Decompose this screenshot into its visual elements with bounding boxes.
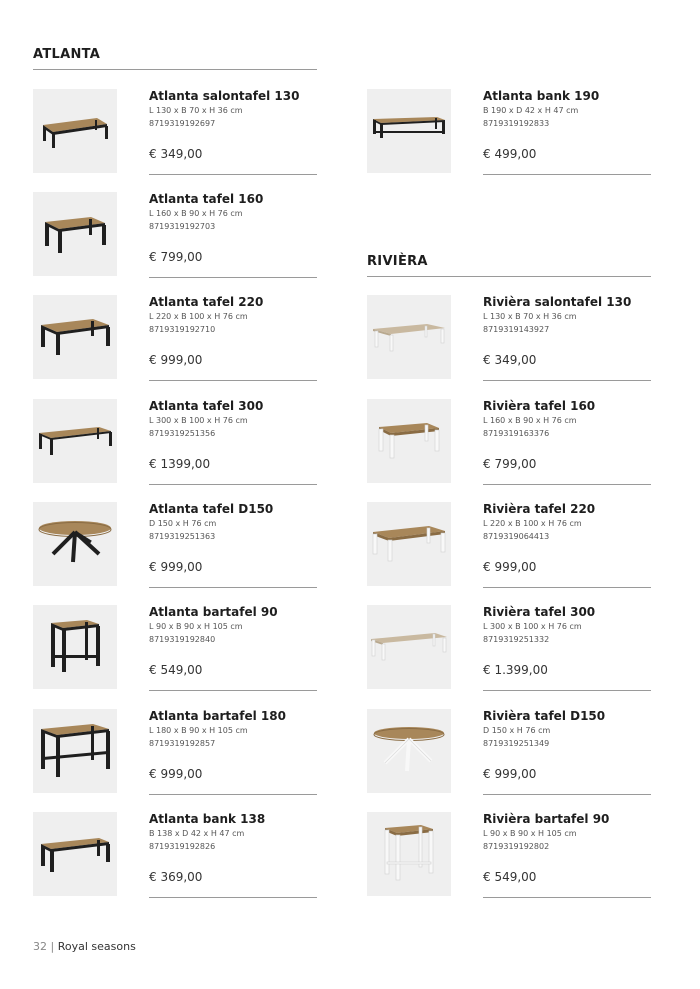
product-image[interactable] [33,192,117,276]
product-dimensions: L 160 x B 90 x H 76 cm [483,416,577,425]
product-dimensions: L 300 x B 100 x H 76 cm [483,622,582,631]
product-name: Atlanta bank 190 [483,89,600,103]
product-dimensions: D 150 x H 76 cm [483,726,551,735]
page-number: 32 [33,940,47,953]
product-price: € 999,00 [149,560,203,574]
product-price: € 799,00 [149,250,203,264]
brand-name: Royal seasons [57,940,136,953]
item-divider [483,897,651,898]
product-dimensions: L 220 x B 100 x H 76 cm [483,519,582,528]
product-image[interactable] [367,502,451,586]
product-name: Atlanta bartafel 90 [149,605,278,619]
product-dimensions: L 160 x B 90 x H 76 cm [149,209,243,218]
product-price: € 999,00 [149,767,203,781]
item-divider [149,897,317,898]
item-divider [483,380,651,381]
product-riviera-tafel-160[interactable] [367,399,651,483]
product-atlanta-bartafel-180[interactable] [33,709,317,793]
product-ean: 8719319064413 [483,532,550,541]
product-price: € 999,00 [149,353,203,367]
product-name: Atlanta salontafel 130 [149,89,300,103]
product-ean: 8719319251363 [149,532,216,541]
item-divider [483,484,651,485]
product-ean: 8719319251349 [483,739,550,748]
product-ean: 8719319143927 [483,325,550,334]
white-table-icon [367,502,451,586]
product-ean: 8719319192840 [149,635,216,644]
item-divider [149,794,317,795]
product-image[interactable] [367,812,451,896]
product-name: Atlanta tafel D150 [149,502,274,516]
product-ean: 8719319192703 [149,222,216,231]
item-divider [483,174,651,175]
white-low-table-icon [367,295,451,379]
item-divider [483,794,651,795]
product-riviera-tafel-300[interactable] [367,605,651,689]
product-image[interactable] [367,295,451,379]
product-ean: 8719319163376 [483,429,550,438]
product-atlanta-bartafel-90[interactable] [33,605,317,689]
product-atlanta-tafel-300[interactable] [33,399,317,483]
product-name: Rivièra salontafel 130 [483,295,632,309]
section-rule-atlanta [33,69,317,70]
product-price: € 349,00 [483,353,537,367]
product-image[interactable] [33,812,117,896]
product-atlanta-bank-190[interactable] [367,89,651,173]
product-riviera-bartafel-90[interactable] [367,812,651,896]
item-divider [149,690,317,691]
product-dimensions: B 190 x D 42 x H 47 cm [483,106,579,115]
item-divider [149,587,317,588]
product-name: Atlanta tafel 220 [149,295,264,309]
product-dimensions: L 90 x B 90 x H 105 cm [483,829,577,838]
product-image[interactable] [367,605,451,689]
product-image[interactable] [33,709,117,793]
white-round-table-icon [367,709,451,793]
dark-long-table-icon [33,399,117,483]
dark-bar-table-icon [33,709,117,793]
product-riviera-salontafel-130[interactable] [367,295,651,379]
product-name: Atlanta tafel 300 [149,399,264,413]
product-price: € 549,00 [483,870,537,884]
product-image[interactable] [33,295,117,379]
product-name: Atlanta bartafel 180 [149,709,286,723]
product-price: € 549,00 [149,663,203,677]
item-divider [149,174,317,175]
product-price: € 1399,00 [149,457,211,471]
product-ean: 8719319192697 [149,119,216,128]
dark-bar-table-icon [33,605,117,689]
product-ean: 8719319192833 [483,119,550,128]
dark-table-icon [33,295,117,379]
product-atlanta-tafel-d150[interactable] [33,502,317,586]
section-title-riviera: RIVIÈRA [367,254,428,269]
item-divider [149,380,317,381]
page-footer [33,940,136,953]
product-image[interactable] [33,502,117,586]
product-dimensions: L 90 x B 90 x H 105 cm [149,622,243,631]
product-image[interactable] [367,709,451,793]
product-name: Rivièra tafel 160 [483,399,596,413]
product-ean: 8719319192802 [483,842,550,851]
product-dimensions: L 300 x B 100 x H 76 cm [149,416,248,425]
dark-low-table-icon [33,89,117,173]
product-riviera-tafel-220[interactable] [367,502,651,586]
product-image[interactable] [33,89,117,173]
product-image[interactable] [367,89,451,173]
product-dimensions: B 138 x D 42 x H 47 cm [149,829,245,838]
product-dimensions: L 180 x B 90 x H 105 cm [149,726,248,735]
product-image[interactable] [33,605,117,689]
footer-separator: | [50,940,55,953]
product-dimensions: L 130 x B 70 x H 36 cm [149,106,243,115]
dark-round-table-icon [33,502,117,586]
section-title-atlanta: ATLANTA [33,47,101,62]
white-table-icon [367,399,451,483]
product-dimensions: L 130 x B 70 x H 36 cm [483,312,577,321]
item-divider [483,587,651,588]
product-price: € 799,00 [483,457,537,471]
product-atlanta-bank-138[interactable] [33,812,317,896]
item-divider [149,277,317,278]
section-rule-riviera [367,276,651,277]
product-name: Atlanta bank 138 [149,812,266,826]
item-divider [149,484,317,485]
dark-bench-icon [33,812,117,896]
product-image[interactable] [367,399,451,483]
product-ean: 8719319192710 [149,325,216,334]
product-name: Rivièra tafel 220 [483,502,596,516]
product-image[interactable] [33,399,117,483]
product-atlanta-tafel-160[interactable] [33,192,317,276]
product-name: Rivièra tafel 300 [483,605,596,619]
product-ean: 8719319192826 [149,842,216,851]
product-atlanta-tafel-220[interactable] [33,295,317,379]
product-name: Rivièra bartafel 90 [483,812,610,826]
product-dimensions: L 220 x B 100 x H 76 cm [149,312,248,321]
product-price: € 1.399,00 [483,663,548,677]
product-dimensions: D 150 x H 76 cm [149,519,217,528]
product-price: € 499,00 [483,147,537,161]
product-ean: 8719319251332 [483,635,550,644]
product-ean: 8719319192857 [149,739,216,748]
dark-long-bench-icon [367,89,451,173]
white-long-table-icon [367,605,451,689]
dark-table-icon [33,192,117,276]
item-divider [483,690,651,691]
product-price: € 369,00 [149,870,203,884]
product-name: Rivièra tafel D150 [483,709,606,723]
product-name: Atlanta tafel 160 [149,192,264,206]
product-price: € 349,00 [149,147,203,161]
white-bar-table-icon [367,812,451,896]
product-price: € 999,00 [483,560,537,574]
product-price: € 999,00 [483,767,537,781]
product-ean: 8719319251356 [149,429,216,438]
product-atlanta-salontafel-130[interactable] [33,89,317,173]
product-riviera-tafel-d150[interactable] [367,709,651,793]
